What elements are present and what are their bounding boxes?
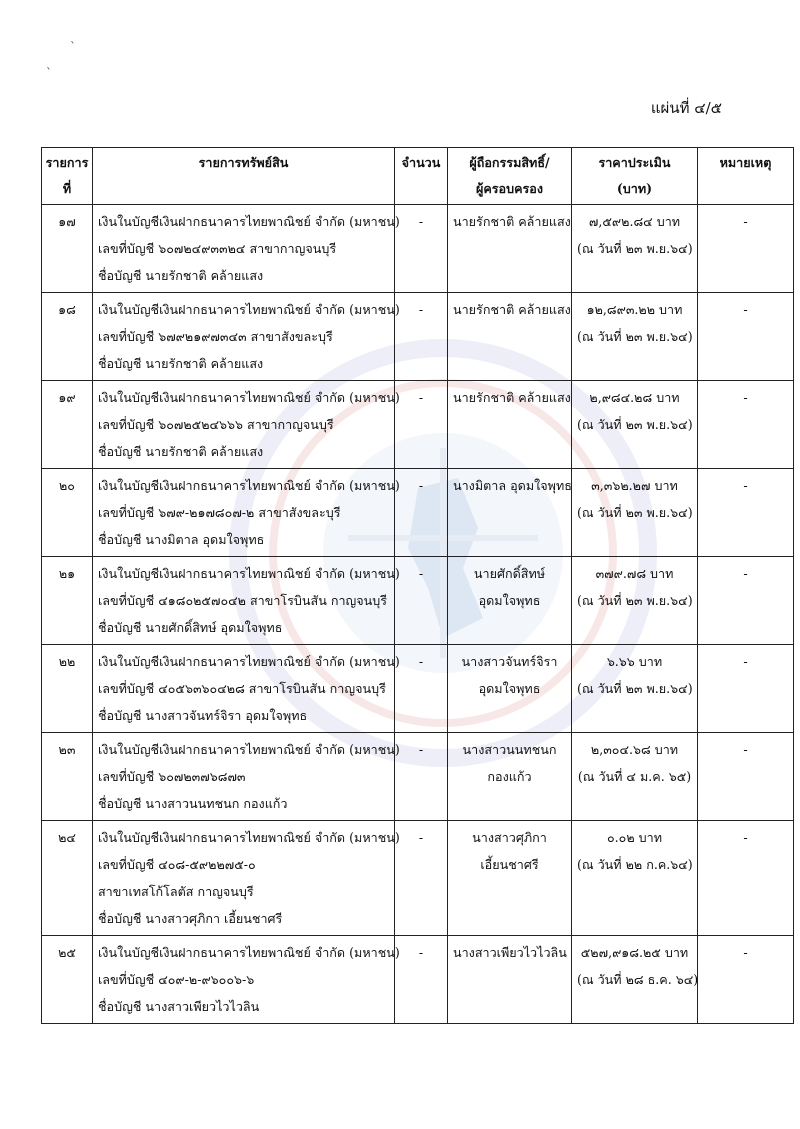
cell-owner: นายศักดิ์สิทษ์ อุดมใจพุทธ bbox=[448, 557, 572, 645]
cell-desc: เงินในบัญชีเงินฝากธนาคารไทยพาณิชย์ จำกัด (มหาชน) เลขที่บัญชี ๔๐๙-๒-๙๖๐๐๖-๖ ชื่อบัญชี นางสาวเพียวไวไวลิน bbox=[93, 936, 395, 1024]
cell-no: ๒๓ bbox=[42, 733, 93, 821]
table-row bbox=[42, 469, 794, 557]
cell-desc: เงินในบัญชีเงินฝากธนาคารไทยพาณิชย์ จำกัด (มหาชน) เลขที่บัญชี ๖๐๗๒๔๙๓๓๒๔ สาขากาญจนบุรี ชื่อบัญชี นายรักชาติ คล้ายแสง bbox=[93, 205, 395, 293]
scan-mark: ` bbox=[70, 40, 76, 54]
cell-price: ๓,๓๖๒.๒๗ บาท (ณ วันที่ ๒๓ พ.ย.๖๔) bbox=[572, 469, 698, 557]
header-desc: รายการทรัพย์สิน bbox=[93, 148, 395, 205]
cell-qty: - bbox=[395, 733, 448, 821]
cell-no: ๑๗ bbox=[42, 205, 93, 293]
table-row bbox=[42, 293, 794, 381]
table-row bbox=[42, 733, 794, 821]
cell-price: ๕๒๗,๙๑๘.๒๕ บาท (ณ วันที่ ๒๘ ธ.ค. ๖๔) bbox=[572, 936, 698, 1024]
cell-owner: นางสาวนนทชนก กองแก้ว bbox=[448, 733, 572, 821]
cell-note: - bbox=[698, 733, 794, 821]
cell-qty: - bbox=[395, 381, 448, 469]
cell-owner: นายรักชาติ คล้ายแสง bbox=[448, 205, 572, 293]
assets-table bbox=[41, 147, 794, 1024]
cell-qty: - bbox=[395, 293, 448, 381]
cell-no: ๑๙ bbox=[42, 381, 93, 469]
cell-desc: เงินในบัญชีเงินฝากธนาคารไทยพาณิชย์ จำกัด (มหาชน) เลขที่บัญชี ๖๐๗๒๕๒๔๖๖๖ สาขากาญจนบุรี ชื่อบัญชี นายรักชาติ คล้ายแสง bbox=[93, 381, 395, 469]
cell-desc: เงินในบัญชีเงินฝากธนาคารไทยพาณิชย์ จำกัด (มหาชน) เลขที่บัญชี ๔๑๘๐๒๕๗๐๔๒ สาขาโรบินสัน กาญจนบุรี ชื่อบัญชี นายศักดิ์สิทษ์ อุดมใจพุทธ bbox=[93, 557, 395, 645]
cell-no: ๒๕ bbox=[42, 936, 93, 1024]
cell-owner: นางสาวศุภิกา เอี้ยนชาศรี bbox=[448, 821, 572, 936]
cell-qty: - bbox=[395, 469, 448, 557]
table-row bbox=[42, 557, 794, 645]
cell-no: ๒๒ bbox=[42, 645, 93, 733]
cell-qty: - bbox=[395, 821, 448, 936]
cell-qty: - bbox=[395, 557, 448, 645]
cell-note: - bbox=[698, 469, 794, 557]
header-price: ราคาประเมิน (บาท) bbox=[572, 148, 698, 205]
cell-no: ๒๔ bbox=[42, 821, 93, 936]
table-row bbox=[42, 821, 794, 936]
cell-no: ๑๘ bbox=[42, 293, 93, 381]
cell-price: ๓๗๙.๗๘ บาท (ณ วันที่ ๒๓ พ.ย.๖๔) bbox=[572, 557, 698, 645]
cell-qty: - bbox=[395, 205, 448, 293]
cell-owner: นางมิตาล อุดมใจพุทธ bbox=[448, 469, 572, 557]
cell-price: ๐.๐๒ บาท (ณ วันที่ ๒๒ ก.ค.๖๔) bbox=[572, 821, 698, 936]
cell-note: - bbox=[698, 381, 794, 469]
cell-price: ๖.๖๖ บาท (ณ วันที่ ๒๓ พ.ย.๖๔) bbox=[572, 645, 698, 733]
header-no: รายการ ที่ bbox=[42, 148, 93, 205]
cell-price: ๑๒,๘๙๓.๒๒ บาท (ณ วันที่ ๒๓ พ.ย.๖๔) bbox=[572, 293, 698, 381]
header-owner: ผู้ถือกรรมสิทธิ์/ ผู้ครอบครอง bbox=[448, 148, 572, 205]
cell-note: - bbox=[698, 936, 794, 1024]
cell-note: - bbox=[698, 645, 794, 733]
cell-price: ๒,๙๘๔.๒๘ บาท (ณ วันที่ ๒๓ พ.ย.๖๔) bbox=[572, 381, 698, 469]
cell-owner: นางสาวเพียวไวไวลิน bbox=[448, 936, 572, 1024]
header-note: หมายเหตุ bbox=[698, 148, 794, 205]
cell-qty: - bbox=[395, 645, 448, 733]
cell-note: - bbox=[698, 821, 794, 936]
cell-desc: เงินในบัญชีเงินฝากธนาคารไทยพาณิชย์ จำกัด (มหาชน) เลขที่บัญชี ๔๐๕๖๓๖๐๔๒๘ สาขาโรบินสัน กาญจนบุรี ชื่อบัญชี นางสาวจันทร์จิรา อุดมใจพุทธ bbox=[93, 645, 395, 733]
sheet-number: แผ่นที่ ๔/๕ bbox=[650, 99, 722, 117]
header-row bbox=[42, 148, 794, 205]
cell-desc: เงินในบัญชีเงินฝากธนาคารไทยพาณิชย์ จำกัด (มหาชน) เลขที่บัญชี ๔๐๘-๕๙๒๒๗๕-๐ สาขาเทสโก้โลตัส กาญจนบุรี ชื่อบัญชี นางสาวศุภิกา เอี้ยนชาศรี bbox=[93, 821, 395, 936]
table-row bbox=[42, 381, 794, 469]
cell-desc: เงินในบัญชีเงินฝากธนาคารไทยพาณิชย์ จำกัด (มหาชน) เลขที่บัญชี ๖๗๙๒๑๙๗๓๔๓ สาขาสังขละบุรี ชื่อบัญชี นายรักชาติ คล้ายแสง bbox=[93, 293, 395, 381]
cell-no: ๒๑ bbox=[42, 557, 93, 645]
header-qty: จำนวน bbox=[395, 148, 448, 205]
cell-price: ๗,๕๙๒.๘๔ บาท (ณ วันที่ ๒๓ พ.ย.๖๔) bbox=[572, 205, 698, 293]
table-row bbox=[42, 205, 794, 293]
cell-price: ๒,๓๐๔.๖๘ บาท (ณ วันที่ ๔ ม.ค. ๖๕) bbox=[572, 733, 698, 821]
scan-mark: ` bbox=[46, 66, 52, 80]
cell-owner: นายรักชาติ คล้ายแสง bbox=[448, 381, 572, 469]
cell-owner: นายรักชาติ คล้ายแสง bbox=[448, 293, 572, 381]
cell-note: - bbox=[698, 293, 794, 381]
cell-no: ๒๐ bbox=[42, 469, 93, 557]
cell-note: - bbox=[698, 557, 794, 645]
table-row bbox=[42, 936, 794, 1024]
cell-desc: เงินในบัญชีเงินฝากธนาคารไทยพาณิชย์ จำกัด (มหาชน) เลขที่บัญชี ๖๗๙-๒๑๗๘๐๗-๒ สาขาสังขละบุรี ชื่อบัญชี นางมิตาล อุดมใจพุทธ bbox=[93, 469, 395, 557]
cell-desc: เงินในบัญชีเงินฝากธนาคารไทยพาณิชย์ จำกัด (มหาชน) เลขที่บัญชี ๖๐๗๒๓๗๖๘๗๓ ชื่อบัญชี นางสาวนนทชนก กองแก้ว bbox=[93, 733, 395, 821]
cell-owner: นางสาวจันทร์จิรา อุดมใจพุทธ bbox=[448, 645, 572, 733]
table-row bbox=[42, 645, 794, 733]
cell-qty: - bbox=[395, 936, 448, 1024]
cell-note: - bbox=[698, 205, 794, 293]
